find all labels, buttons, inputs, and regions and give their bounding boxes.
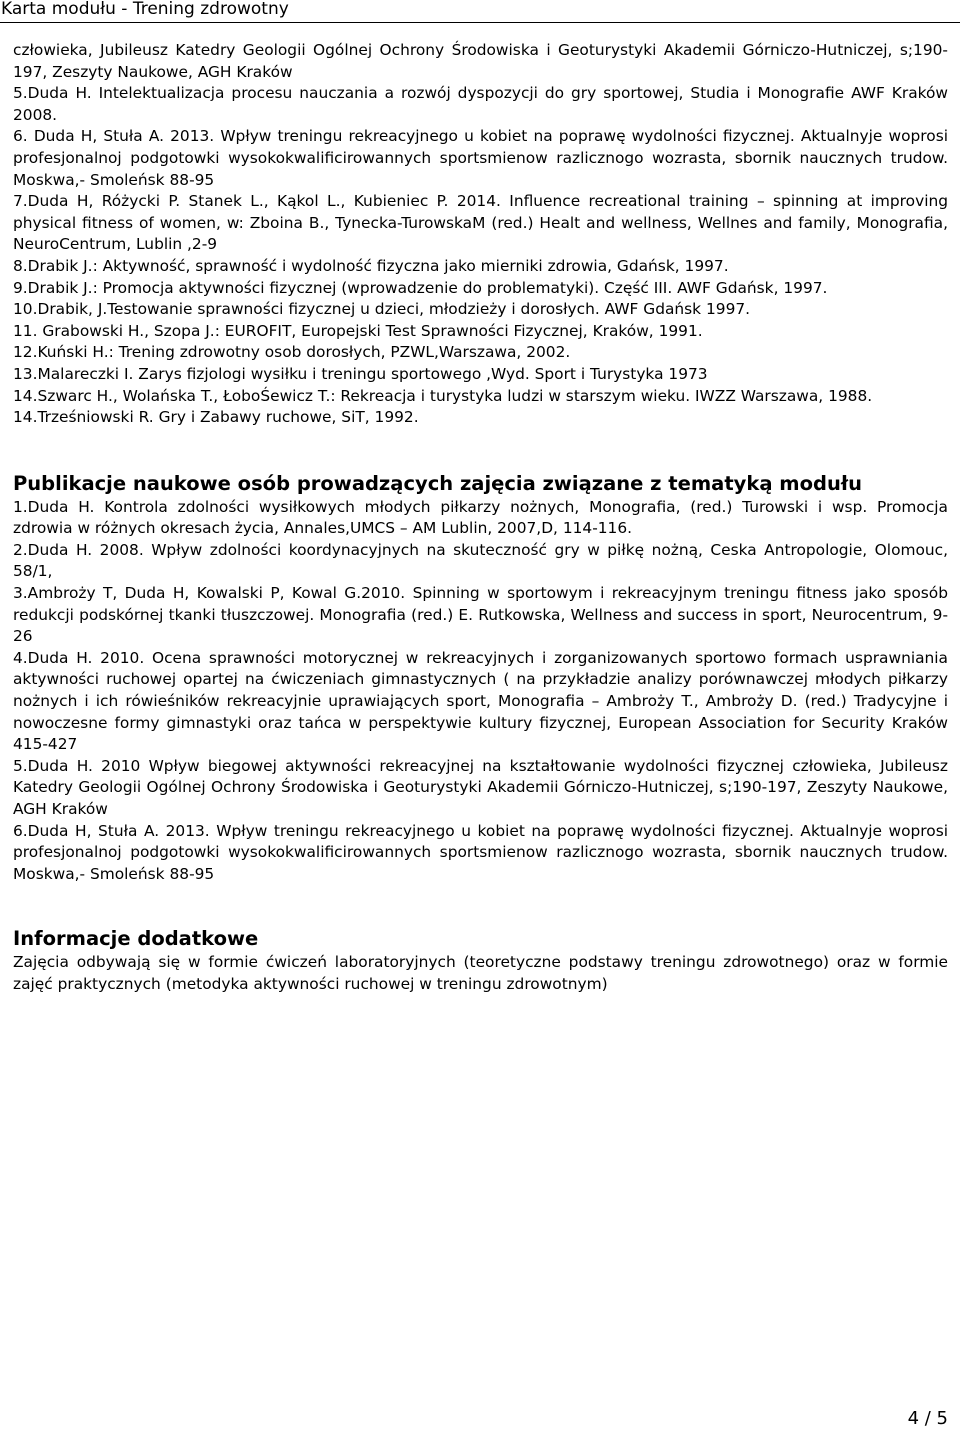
publication-item: 3.Ambroży T, Duda H, Kowalski P, Kowal G.2010. Spinning w sportowym i rekreacyjnym treningu fitness jako sposób redukcji podskórnej tkanki tłuszczowej. Monografia (red.) E. Rutkowska, Wellness and success in sport, Neurocentrum, 9-26 xyxy=(13,584,948,646)
literature-item: 13.Malareczki I. Zarys fizjologi wysiłku i treningu sportowego ,Wyd. Sport i Turystyka 1973 xyxy=(13,364,708,383)
literature-item: 9.Drabik J.: Promocja aktywności fizycznej (wprowadzenie do problematyki). Część III. AWF Gdańsk, 1997. xyxy=(13,278,828,297)
publication-item: 2.Duda H. 2008. Wpływ zdolności koordynacyjnych na skuteczność gry w piłkę nożną, Ceska Antropologie, Olomouc, 58/1, xyxy=(13,540,948,581)
section-spacer xyxy=(13,429,948,471)
literature-item: 14.Szwarc H., Wolańska T., ŁoboŚewicz T.: Rekreacja i turystyka ludzi w starszym wieku. IWZZ Warszawa, 1988. xyxy=(13,386,873,405)
page-header xyxy=(0,0,960,23)
literature-item: 10.Drabik, J.Testowanie sprawności fizycznej u dzieci, młodzieży i dorosłych. AWF Gdańsk 1997. xyxy=(13,300,751,319)
literature-item: 11. Grabowski H., Szopa J.: EUROFIT, Europejski Test Sprawności Fizycznej, Kraków, 1991. xyxy=(13,321,703,340)
publications-section xyxy=(13,471,948,886)
publication-item: 1.Duda H. Kontrola zdolności wysiłkowych młodych piłkarzy nożnych, Monografia, (red.) Turowski i wsp. Promocja zdrowia w różnych okresach życia, Annales,UMCS – AM Lublin, 2007,D, 114-116. xyxy=(13,497,948,538)
additional-info-heading: Informacje dodatkowe xyxy=(13,927,259,951)
document-body xyxy=(13,40,948,996)
publication-item: 4.Duda H. 2010. Ocena sprawności motorycznej w rekreacyjnych i zorganizowanych sportowo formach usprawniania aktywności ruchowej opartej na ćwiczeniach gimnastycznych ( na przykładzie analizy porównawczej młodych piłkarzy nożnych i ich rówieśników rekreacyjnie uprawiających sport, Monografia – Ambroży T., Ambroży D. (red.) Tradycyjne i nowoczesne formy gimnastyki oraz tańca w perspektywie kultury fizycznej, European Association for Security Kraków 415-427 xyxy=(13,648,948,754)
literature-item: 7.Duda H, Różycki P. Stanek L., Kąkol L., Kubieniec P. 2014. Influence recreational training – spinning at improving physical fitness of women, w: Zboina B., Tynecka-TurowskaM (red.) Healt and wellness, Wellnes and family, Monografia, NeuroCentrum, Lublin ,2-9 xyxy=(13,192,948,254)
section-spacer xyxy=(13,885,948,926)
additional-info-section xyxy=(13,926,948,995)
literature-item: człowieka, Jubileusz Katedry Geologii Ogólnej Ochrony Środowiska i Geoturystyki Akademii Górniczo-Hutniczej, s;190-197, Zeszyty Naukowe, AGH Kraków xyxy=(13,41,948,81)
publication-item: 6.Duda H, Stuła A. 2013. Wpływ treningu rekreacyjnego u kobiet na poprawę wydolności fizycznej. Aktualnyje woprosi profesjonalnoj podgotowki wysokokwalificirowannych sportsmienow razlicznogo wozrasta, sbornik naucznych trudow. Moskwa,- Smoleńsk 88-95 xyxy=(13,821,948,883)
additional-info-text: Zajęcia odbywają się w formie ćwiczeń laboratoryjnych (teoretyczne podstawy treningu zdrowotnego) oraz w formie zajęć praktycznych (metodyka aktywności ruchowej w treningu zdrowotnym) xyxy=(13,953,948,993)
page-number: 4 / 5 xyxy=(907,1408,948,1429)
page-header-title: Karta modułu - Trening zdrowotny xyxy=(1,0,289,19)
publication-item: 5.Duda H. 2010 Wpływ biegowej aktywności rekreacyjnej na kształtowanie wydolności fizycznej człowieka, Jubileusz Katedry Geologii Ogólnej Ochrony Środowiska i Geoturystyki Akademii Górniczo-Hutniczej, s;190-197, Zeszyty Naukowe, AGH Kraków xyxy=(13,756,948,818)
literature-item: 8.Drabik J.: Aktywność, sprawność i wydolność fizyczna jako mierniki zdrowia, Gdańsk, 1997. xyxy=(13,256,729,275)
literature-item: 14.Trześniowski R. Gry i Zabawy ruchowe, SiT, 1992. xyxy=(13,408,419,427)
literature-list xyxy=(13,40,948,429)
literature-item: 5.Duda H. Intelektualizacja procesu nauczania a rozwój dyspozycji do gry sportowej, Studia i Monografie AWF Kraków 2008. xyxy=(13,84,948,124)
literature-item: 6. Duda H, Stuła A. 2013. Wpływ treningu rekreacyjnego u kobiet na poprawę wydolności fizycznej. Aktualnyje woprosi profesjonalnoj podgotowki wysokokwalificirowannych sportsmienow razlicznogo wozrasta, sbornik naucznych trudow. Moskwa,- Smoleńsk 88-95 xyxy=(13,127,948,189)
literature-item: 12.Kuński H.: Trening zdrowotny osob dorosłych, PZWL,Warszawa, 2002. xyxy=(13,343,571,362)
publications-heading: Publikacje naukowe osób prowadzących zajęcia związane z tematyką modułu xyxy=(13,471,862,495)
